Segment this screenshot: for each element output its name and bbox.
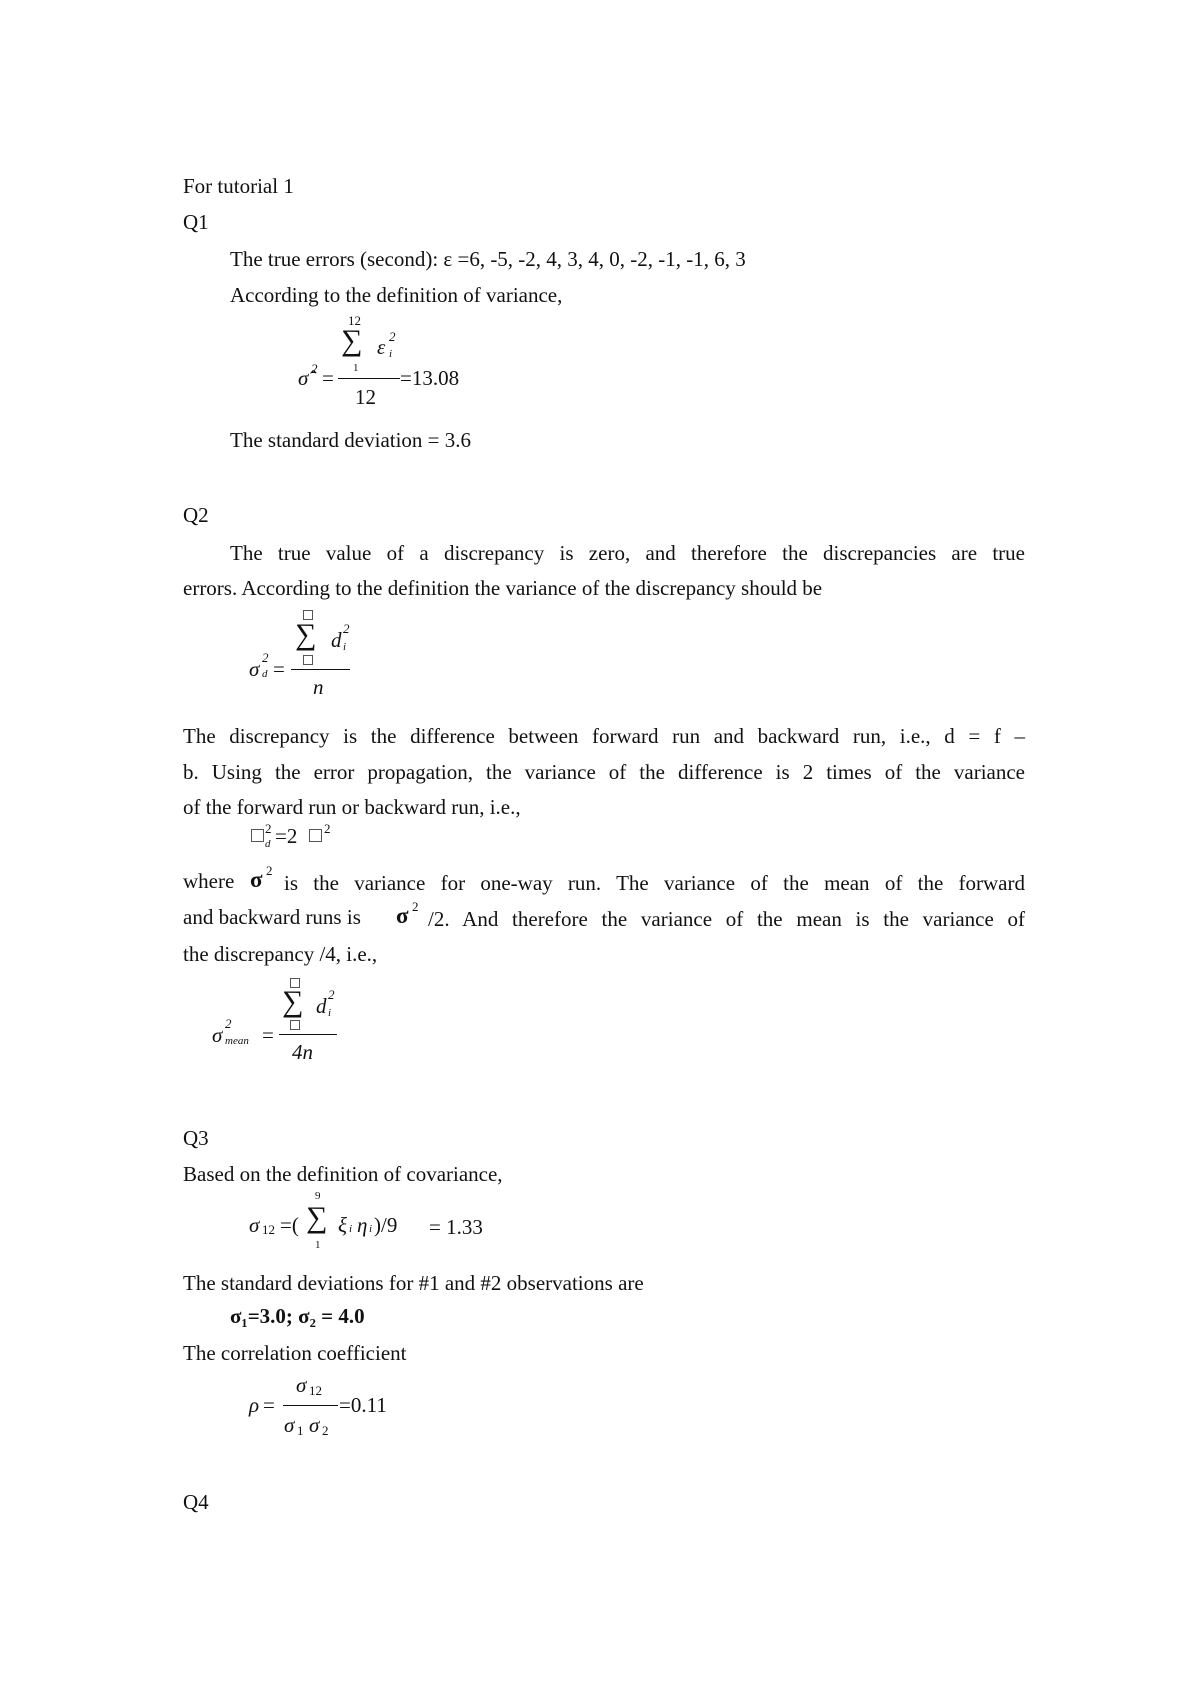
q2-para1-line1: The true value of a discrepancy is zero, and therefore the discrepancies are true — [230, 541, 1025, 565]
q2-f2-rhs-sup: 2 — [324, 821, 331, 836]
q2-f3-denominator: 4n — [292, 1040, 313, 1064]
q2-f1-summation-sign: ∑ — [295, 618, 317, 651]
q3-f2-fraction-bar — [283, 1405, 338, 1406]
q2-f1-denominator: n — [313, 675, 324, 699]
q1-sum-term-sup: 2 — [389, 329, 396, 344]
q1-lhs: σ̂ — [298, 366, 309, 390]
q2-para3-sigma-2-sup: 2 — [412, 899, 419, 914]
q1-sum-lower-limit: 1 — [353, 362, 359, 374]
q1-std-dev: The standard deviation = 3.6 — [230, 428, 472, 452]
q2-para3-sigma: σ — [250, 867, 263, 892]
q1-true-errors: The true errors (second): ε =6, -5, -2, 4, 3, 4, 0, -2, -1, -1, 6, 3 — [230, 247, 746, 271]
q2-f3-lhs: σ — [212, 1023, 223, 1047]
q2-f1-equals: = — [273, 657, 285, 681]
q3-f1-term2-sub: i — [369, 1223, 373, 1235]
q3-f1-sum-lower: 1 — [315, 1239, 321, 1251]
q2-f3-summation-sign: ∑ — [282, 985, 304, 1018]
q3-f2-den-a-sub: 1 — [297, 1423, 304, 1438]
q3-heading: Q3 — [183, 1126, 209, 1150]
q2-para3-where: where — [183, 869, 235, 893]
q3-f1-summation-sign: ∑ — [306, 1201, 328, 1234]
q3-f2-equals: = — [263, 1393, 275, 1417]
q1-denominator: 12 — [355, 385, 376, 409]
q1-sum-term: ε — [377, 335, 386, 359]
q3-f2-numerator-sub: 12 — [309, 1383, 322, 1398]
q3-f1-close: )/9 — [374, 1213, 398, 1237]
q2-f3-equals: = — [262, 1023, 274, 1047]
q2-f1-fraction-bar — [291, 669, 350, 670]
q3-f2-den-b: σ — [309, 1413, 320, 1437]
q3-f2-den-a: σ — [284, 1413, 295, 1437]
q2-f1-lower-placeholder — [303, 655, 313, 665]
q2-f3-term: d — [316, 994, 327, 1018]
document-title: For tutorial 1 — [183, 174, 294, 198]
q1-heading: Q1 — [183, 210, 209, 234]
q2-para3-line1-text: is the variance for one-way run. The variance of the mean of the forward — [284, 871, 1025, 895]
q2-f2-lhs-sub: d — [265, 838, 271, 850]
q3-f2-den-b-sub: 2 — [322, 1423, 329, 1438]
q1-equals: = — [322, 366, 334, 390]
q2-para1-line2: errors. According to the definition the variance of the discrepancy should be — [183, 576, 823, 600]
q1-summation-sign: ∑ — [341, 324, 363, 357]
q2-para3-line2-end: /2. And therefore the variance of the mean is the variance of — [428, 907, 1025, 931]
q2-f2-lhs-sup: 2 — [265, 821, 272, 836]
q3-f1-term: ξ — [338, 1213, 347, 1237]
q2-para2-line2: b. Using the error propagation, the variance of the difference is 2 times of the variance — [183, 760, 1025, 784]
q2-f1-term: d — [331, 628, 342, 652]
q1-sum-term-sub: i — [389, 348, 393, 360]
q3-std-text: The standard deviations for #1 and #2 observations are — [183, 1271, 644, 1295]
q2-para2-line3: of the forward run or backward run, i.e., — [183, 795, 521, 819]
q2-f2-lhs-placeholder — [251, 829, 264, 842]
q3-f1-lhs-sub: 12 — [262, 1222, 275, 1237]
q2-para3-sigma-sup: 2 — [266, 863, 273, 878]
q2-f1-lhs-sup: 2 — [262, 650, 269, 665]
q3-f1-result: = 1.33 — [429, 1215, 483, 1239]
q2-f3-term-sup: 2 — [328, 987, 335, 1002]
q2-para2-line1: The discrepancy is the difference between forward run and backward run, i.e., d = f – — [183, 724, 1025, 748]
q2-f2-rhs-placeholder — [309, 829, 322, 842]
q3-intro: Based on the definition of covariance, — [183, 1162, 503, 1186]
q2-f3-lower-placeholder — [290, 1020, 300, 1030]
q3-f2-lhs: ρ — [249, 1393, 260, 1417]
q1-lhs-sup: 2 — [311, 361, 318, 376]
q2-f3-lhs-sup: 2 — [225, 1016, 232, 1031]
q3-f2-result: =0.11 — [339, 1393, 387, 1417]
q2-f3-lhs-sub: mean — [225, 1035, 249, 1047]
q3-f1-term-sub: i — [349, 1223, 353, 1235]
q3-f1-sum-upper: 9 — [315, 1190, 321, 1202]
q2-heading: Q2 — [183, 503, 209, 527]
q3-std-values: σ₁=3.0; σ₂ = 4.0 — [230, 1304, 365, 1328]
q3-corr-text: The correlation coefficient — [183, 1341, 407, 1365]
q2-f1-term-sup: 2 — [343, 621, 350, 636]
q4-heading: Q4 — [183, 1490, 209, 1514]
q2-para3-sigma-2: σ — [396, 903, 409, 928]
q2-f1-lhs-sub: d — [262, 668, 268, 680]
q1-sum-upper-limit: 12 — [348, 313, 361, 328]
q1-result: =13.08 — [400, 366, 460, 390]
q2-para3-line3: the discrepancy /4, i.e., — [183, 942, 378, 966]
q3-f1-eq-open: =( — [280, 1213, 299, 1237]
q3-f1-term2: η — [357, 1213, 368, 1237]
q2-f3-term-sub: i — [328, 1007, 332, 1019]
q3-f1-lhs: σ — [249, 1213, 260, 1237]
q2-f2-middle: =2 — [275, 824, 298, 848]
q2-para3-line2-start: and backward runs is — [183, 905, 361, 929]
q1-definition-text: According to the definition of variance, — [230, 283, 563, 307]
q1-fraction-bar — [338, 378, 400, 379]
q2-f1-lhs: σ — [249, 657, 260, 681]
q3-f2-numerator: σ — [296, 1373, 307, 1397]
q2-f3-fraction-bar — [279, 1034, 337, 1035]
q2-f1-term-sub: i — [343, 641, 347, 653]
